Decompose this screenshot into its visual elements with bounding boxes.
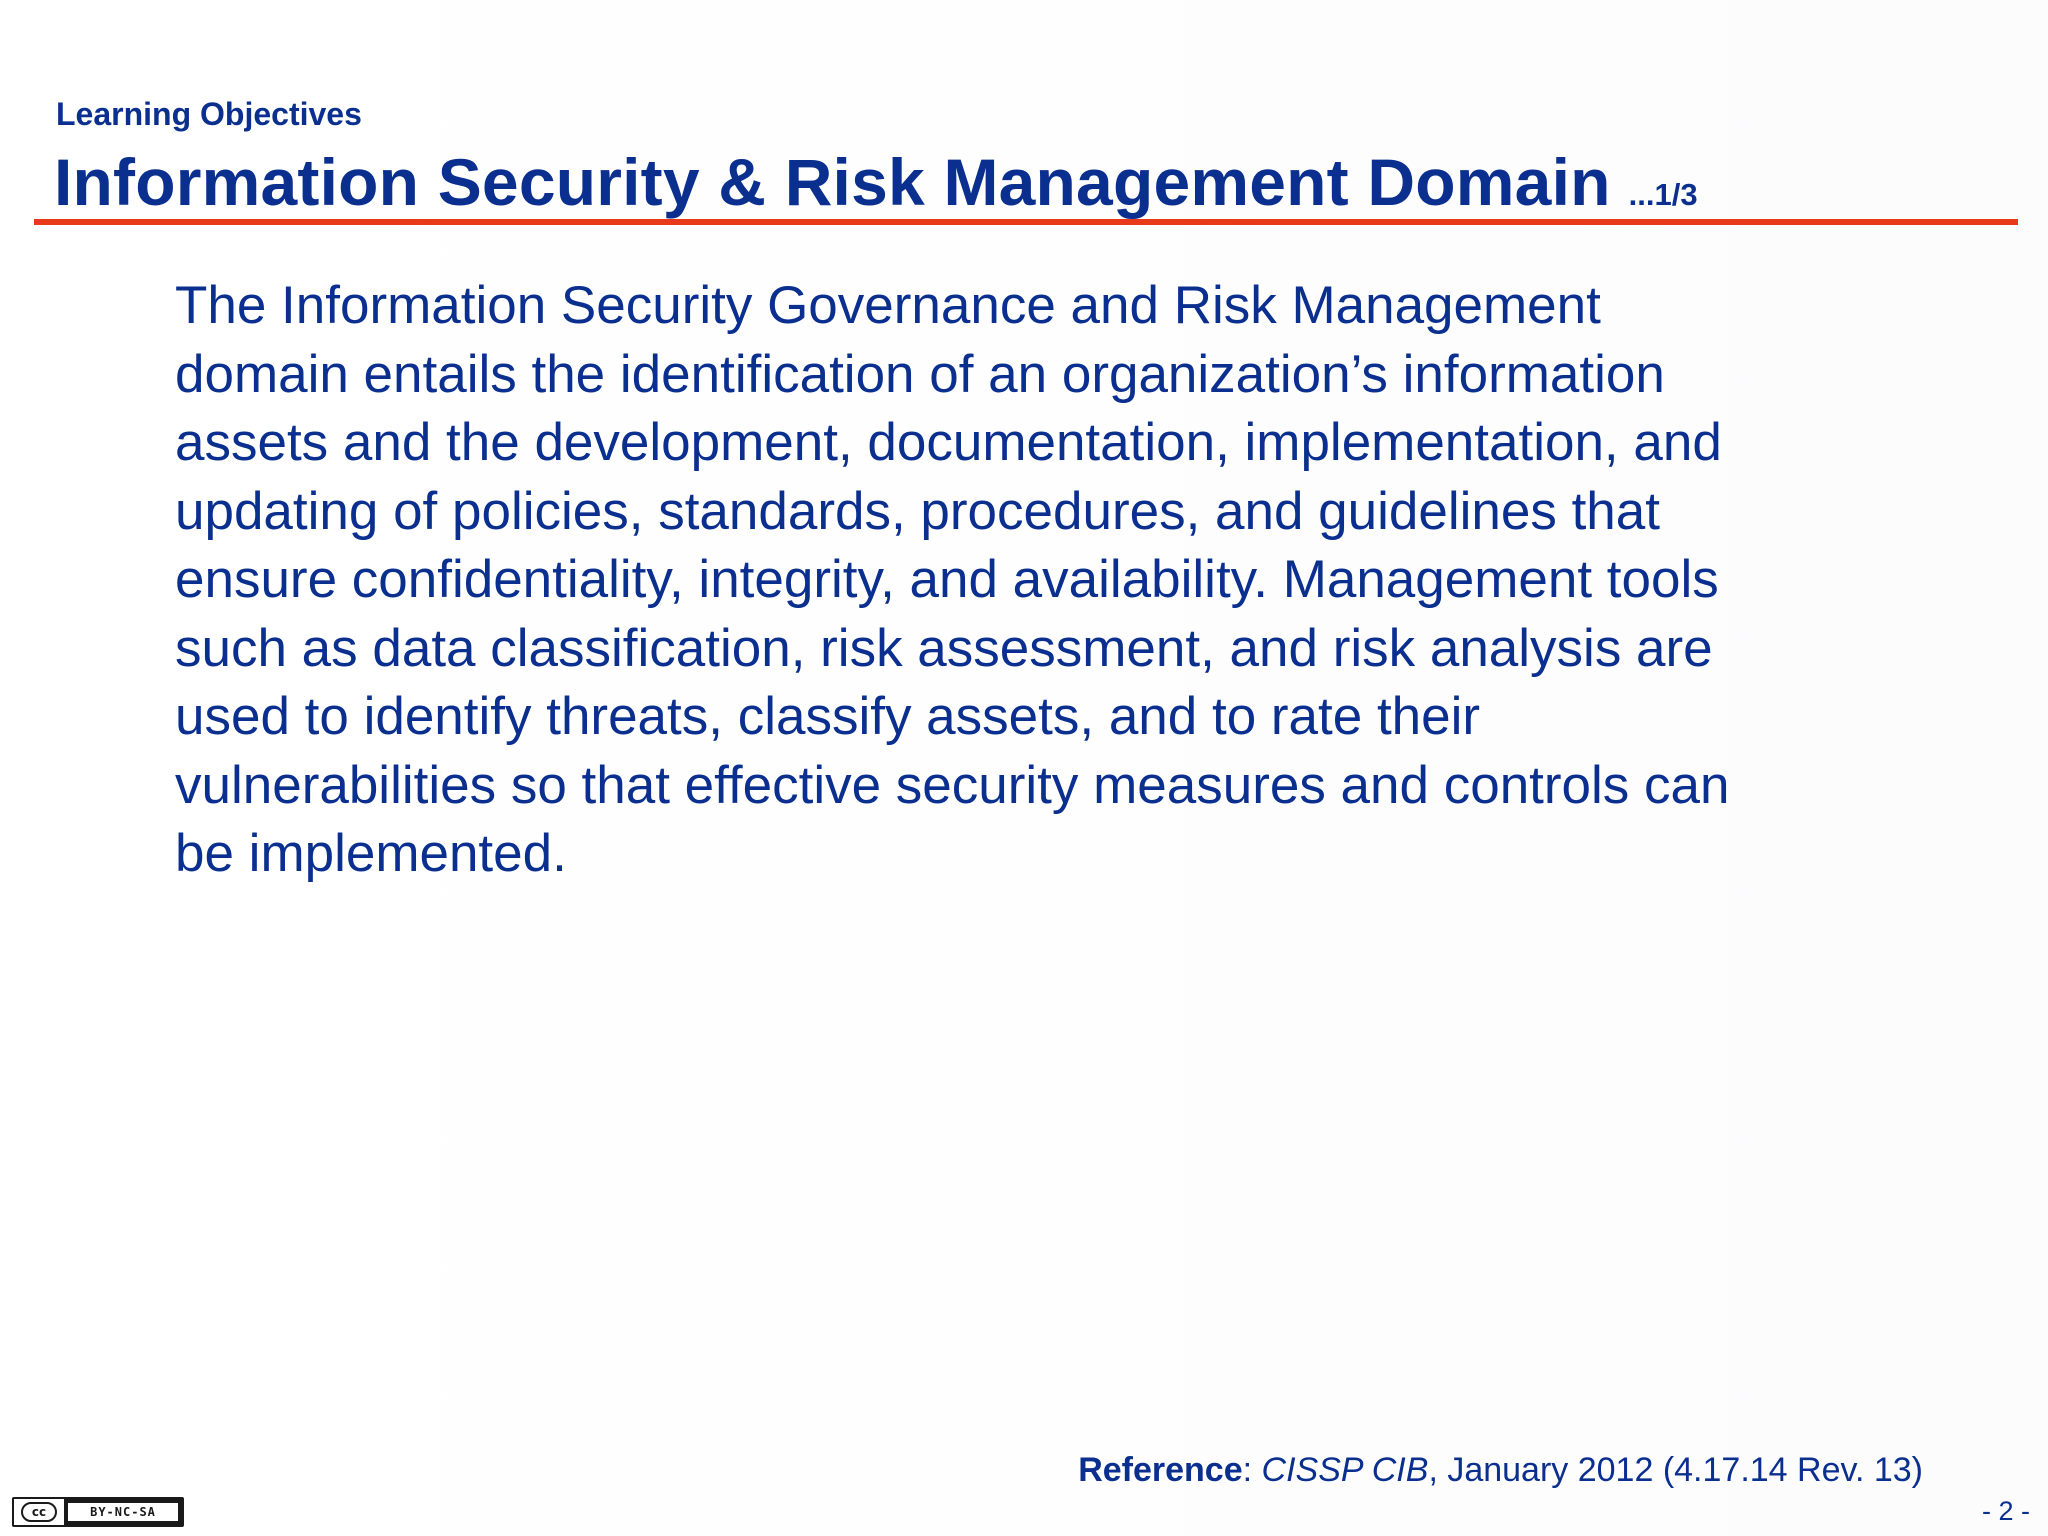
body-line: be implemented. <box>175 824 567 883</box>
title-divider <box>34 219 2018 225</box>
reference-note <box>1078 1448 1923 1492</box>
cc-mark: cc <box>21 1502 57 1522</box>
body-line: assets and the development, documentation, implementation, and <box>175 413 1722 472</box>
reference-label: Reference <box>1078 1451 1243 1489</box>
license-text: BY-NC-SA <box>68 1503 178 1521</box>
body-line: The Information Security Governance and Risk Management <box>175 276 1601 335</box>
section-kicker: Learning Objectives <box>56 96 362 132</box>
page-number: - 2 - <box>1981 1496 2030 1526</box>
body-line: used to identify threats, classify assets, and to rate their <box>175 687 1481 746</box>
title-part-indicator: ...1/3 <box>1628 177 1698 212</box>
license-badge <box>12 1497 184 1527</box>
creative-commons-icon <box>14 1499 64 1525</box>
reference-separator: : <box>1242 1451 1262 1489</box>
reference-work-title: CISSP CIB <box>1261 1451 1429 1489</box>
page-title: Information Security & Risk Management Domain <box>54 145 1611 219</box>
body-paragraph <box>175 272 1895 889</box>
body-line: such as data classification, risk assessment, and risk analysis are <box>175 618 1713 678</box>
body-line: domain entails the identification of an organization’s information <box>175 344 1665 404</box>
body-line: vulnerabilities so that effective security measures and controls can <box>175 755 1730 815</box>
title-row <box>54 140 1698 243</box>
body-line: ensure confidentiality, integrity, and availability. Management tools <box>175 550 1719 609</box>
body-line: updating of policies, standards, procedures, and guidelines that <box>175 481 1660 541</box>
reference-detail: , January 2012 (4.17.14 Rev. 13) <box>1428 1451 1923 1489</box>
